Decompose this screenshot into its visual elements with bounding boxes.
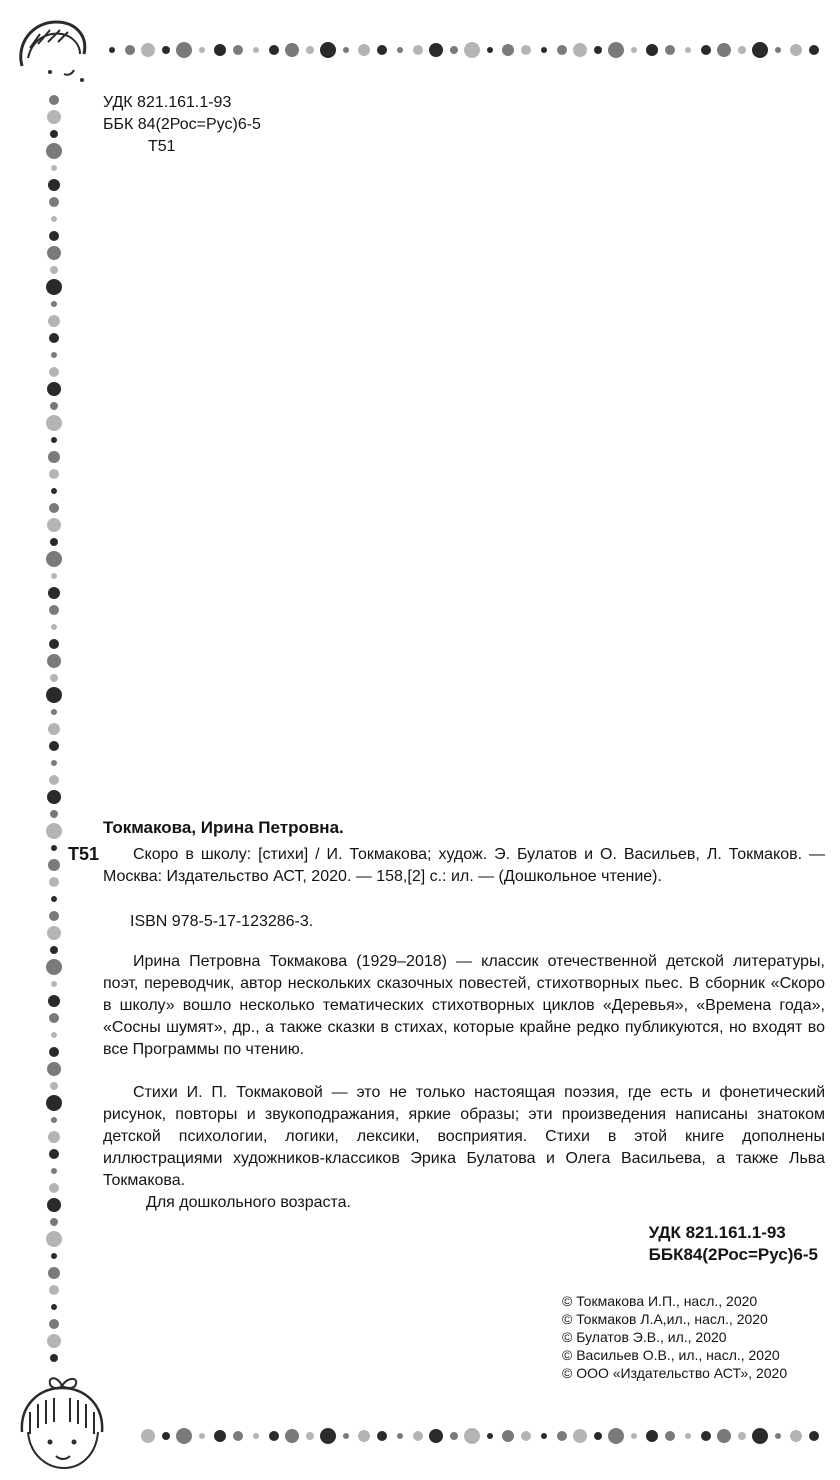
decorative-dot bbox=[109, 47, 115, 53]
decorative-dot bbox=[46, 687, 62, 703]
top-dot-row bbox=[109, 42, 819, 58]
decorative-dot bbox=[502, 1430, 514, 1442]
decorative-dot bbox=[46, 959, 62, 975]
copyright-line: © Булатов Э.В., ил., 2020 bbox=[562, 1329, 727, 1345]
decorative-dot bbox=[809, 1431, 819, 1441]
girl-face-icon bbox=[8, 1372, 118, 1472]
decorative-dot bbox=[47, 110, 61, 124]
decorative-dot bbox=[51, 352, 57, 358]
decorative-dot bbox=[557, 1431, 567, 1441]
decorative-dot bbox=[50, 266, 58, 274]
decorative-dot bbox=[49, 95, 59, 105]
bottom-dot-row bbox=[141, 1428, 819, 1444]
decorative-dot bbox=[50, 402, 58, 410]
decorative-dot bbox=[49, 367, 59, 377]
decorative-dot bbox=[51, 573, 57, 579]
decorative-dot bbox=[521, 1431, 531, 1441]
decorative-dot bbox=[502, 44, 514, 56]
bbk-code: ББК 84(2Рос=Рус)6-5 bbox=[103, 116, 261, 133]
decorative-dot bbox=[49, 197, 59, 207]
decorative-dot bbox=[487, 1433, 493, 1439]
decorative-dot bbox=[413, 1431, 423, 1441]
decorative-dot bbox=[51, 709, 57, 715]
decorative-dot bbox=[162, 1432, 170, 1440]
decorative-dot bbox=[48, 315, 60, 327]
decorative-dot bbox=[47, 926, 61, 940]
decorative-dot bbox=[50, 538, 58, 546]
decorative-dot bbox=[269, 45, 279, 55]
decorative-dot bbox=[429, 43, 443, 57]
decorative-dot bbox=[49, 469, 59, 479]
decorative-dot bbox=[47, 518, 61, 532]
decorative-dot bbox=[51, 1253, 57, 1259]
decorative-dot bbox=[253, 47, 259, 53]
age-rating: Для дошкольного возраста. bbox=[146, 1194, 351, 1211]
decorative-dot bbox=[608, 1428, 624, 1444]
decorative-dot bbox=[775, 1433, 781, 1439]
decorative-dot bbox=[809, 45, 819, 55]
decorative-dot bbox=[51, 1304, 57, 1310]
decorative-dot bbox=[50, 1218, 58, 1226]
decorative-dot bbox=[47, 654, 61, 668]
girl-face-icon bbox=[10, 14, 100, 94]
decorative-dot bbox=[48, 179, 60, 191]
decorative-dot bbox=[49, 639, 59, 649]
decorative-dot bbox=[49, 231, 59, 241]
decorative-dot bbox=[775, 47, 781, 53]
annotation-paragraph: Ирина Петровна Токмакова (1929–2018) — классик отечественной детской литературы, поэт, переводчик, автор нескольких сказочных повестей, стихотворных пьес. В сборник «Скоро в школу» вошло несколько тематических стихотворных циклов «Деревья», «Времена года», «Сосны шумят», др., а также сказки в стихах, которые крайне редко публикуются, но входят во все Программы по чтению. bbox=[103, 953, 825, 1058]
decorative-dot bbox=[464, 1428, 480, 1444]
decorative-dot bbox=[51, 896, 57, 902]
decorative-dot bbox=[665, 1431, 675, 1441]
decorative-dot bbox=[48, 995, 60, 1007]
decorative-dot bbox=[397, 47, 403, 53]
decorative-dot bbox=[46, 143, 62, 159]
decorative-dot bbox=[47, 790, 61, 804]
decorative-dot bbox=[46, 415, 62, 431]
biblio-text: Скоро в школу: [стихи] / И. Токмакова; худож. Э. Булатов и О. Васильев, Л. Токмаков. — Москва: Издательство АСТ, 2020. — 158,[2] с.: ил. — (Дошкольное чтение). bbox=[103, 846, 825, 885]
decorative-dot bbox=[47, 382, 61, 396]
decorative-dot bbox=[48, 1131, 60, 1143]
decorative-dot bbox=[306, 46, 314, 54]
decorative-dot bbox=[162, 46, 170, 54]
decorative-dot bbox=[141, 1429, 155, 1443]
decorative-dot bbox=[51, 165, 57, 171]
copyright-block bbox=[562, 1292, 787, 1382]
decorative-dot bbox=[49, 741, 59, 751]
decorative-dot bbox=[46, 1095, 62, 1111]
decorative-dot bbox=[49, 1149, 59, 1159]
decorative-dot bbox=[46, 551, 62, 567]
decorative-dot bbox=[176, 1428, 192, 1444]
decorative-dot bbox=[594, 46, 602, 54]
decorative-dot bbox=[51, 437, 57, 443]
copyright-line: © Токмаков Л.А,ил., насл., 2020 bbox=[562, 1311, 768, 1327]
decorative-dot bbox=[646, 1430, 658, 1442]
decorative-dot bbox=[51, 624, 57, 630]
decorative-dot bbox=[48, 859, 60, 871]
decorative-dot bbox=[285, 1429, 299, 1443]
decorative-dot bbox=[450, 1432, 458, 1440]
decorative-dot bbox=[377, 45, 387, 55]
decorative-dot bbox=[51, 845, 57, 851]
decorative-dot bbox=[51, 1168, 57, 1174]
decorative-dot bbox=[665, 45, 675, 55]
decorative-dot bbox=[413, 45, 423, 55]
decorative-dot bbox=[47, 1062, 61, 1076]
decorative-dot bbox=[701, 1431, 711, 1441]
decorative-dot bbox=[49, 503, 59, 513]
decorative-dot bbox=[450, 46, 458, 54]
decorative-dot bbox=[738, 1432, 746, 1440]
decorative-dot bbox=[199, 1433, 205, 1439]
decorative-dot bbox=[285, 43, 299, 57]
decorative-dot bbox=[51, 216, 57, 222]
decorative-dot bbox=[608, 42, 624, 58]
decorative-dot bbox=[631, 1433, 637, 1439]
decorative-dot bbox=[51, 1032, 57, 1038]
decorative-dot bbox=[752, 1428, 768, 1444]
copyright-line: © ООО «Издательство АСТ», 2020 bbox=[562, 1365, 788, 1381]
decorative-dot bbox=[541, 1433, 547, 1439]
decorative-dot bbox=[487, 47, 493, 53]
decorative-dot bbox=[49, 775, 59, 785]
decorative-dot bbox=[377, 1431, 387, 1441]
decorative-dot bbox=[521, 45, 531, 55]
copyright-line: © Токмакова И.П., насл., 2020 bbox=[562, 1293, 758, 1309]
decorative-dot bbox=[541, 47, 547, 53]
decorative-dot bbox=[738, 46, 746, 54]
classification-codes-bottom bbox=[649, 1222, 818, 1266]
decorative-dot bbox=[47, 1334, 61, 1348]
bbk-code: ББК84(2Рос=Рус)6-5 bbox=[648, 1245, 818, 1264]
decorative-dot bbox=[320, 1428, 336, 1444]
decorative-dot bbox=[199, 47, 205, 53]
udk-code: УДК 821.161.1-93 bbox=[103, 94, 232, 111]
left-dot-column bbox=[46, 95, 62, 1362]
decorative-dot bbox=[50, 674, 58, 682]
decorative-dot bbox=[594, 1432, 602, 1440]
decorative-dot bbox=[49, 877, 59, 887]
decorative-dot bbox=[51, 301, 57, 307]
decorative-dot bbox=[48, 451, 60, 463]
decorative-dot bbox=[48, 723, 60, 735]
decorative-dot bbox=[790, 1430, 802, 1442]
copyright-line: © Васильев О.В., ил., насл., 2020 bbox=[562, 1347, 780, 1363]
decorative-dot bbox=[49, 1183, 59, 1193]
decorative-dot bbox=[49, 333, 59, 343]
decorative-dot bbox=[573, 1429, 587, 1443]
decorative-dot bbox=[50, 130, 58, 138]
decorative-dot bbox=[233, 1431, 243, 1441]
isbn: ISBN 978-5-17-123286-3. bbox=[130, 913, 314, 930]
decorative-dot bbox=[49, 911, 59, 921]
decorative-dot bbox=[48, 587, 60, 599]
decorative-dot bbox=[50, 1082, 58, 1090]
decorative-dot bbox=[214, 44, 226, 56]
decorative-dot bbox=[49, 1013, 59, 1023]
decorative-dot bbox=[343, 1433, 349, 1439]
decorative-dot bbox=[49, 1319, 59, 1329]
decorative-dot bbox=[464, 42, 480, 58]
decorative-dot bbox=[176, 42, 192, 58]
decorative-dot bbox=[752, 42, 768, 58]
decorative-dot bbox=[51, 981, 57, 987]
decorative-dot bbox=[790, 44, 802, 56]
decorative-dot bbox=[49, 1047, 59, 1057]
decorative-dot bbox=[50, 810, 58, 818]
decorative-dot bbox=[46, 823, 62, 839]
decorative-dot bbox=[125, 45, 135, 55]
decorative-dot bbox=[685, 1433, 691, 1439]
decorative-dot bbox=[233, 45, 243, 55]
annotation-paragraph: Стихи И. П. Токмаковой — это не только настоящая поэзия, где есть и фонетический рисунок, повторы и звукоподражания, яркие образы; эти произведения написаны знатоком детской психологии, логики, лексики, восприятия. Стихи в этой книге дополнены иллюстрациями художников-классиков Эрика Булатова и Олега Васильева, а также Льва Токмакова. bbox=[103, 1084, 825, 1189]
decorative-dot bbox=[46, 1231, 62, 1247]
decorative-dot bbox=[717, 43, 731, 57]
decorative-dot bbox=[253, 1433, 259, 1439]
decorative-dot bbox=[46, 279, 62, 295]
decorative-dot bbox=[48, 1267, 60, 1279]
author-heading: Токмакова, Ирина Петровна. bbox=[103, 818, 344, 837]
decorative-dot bbox=[343, 47, 349, 53]
decorative-dot bbox=[429, 1429, 443, 1443]
decorative-dot bbox=[51, 760, 57, 766]
decorative-dot bbox=[214, 1430, 226, 1442]
udk-code: УДК 821.161.1-93 bbox=[648, 1223, 786, 1242]
decorative-dot bbox=[269, 1431, 279, 1441]
author-mark-side: Т51 bbox=[68, 844, 100, 864]
decorative-dot bbox=[306, 1432, 314, 1440]
decorative-dot bbox=[141, 43, 155, 57]
author-mark: Т51 bbox=[148, 138, 176, 155]
decorative-dot bbox=[51, 1117, 57, 1123]
decorative-dot bbox=[49, 1285, 59, 1295]
decorative-dot bbox=[573, 43, 587, 57]
decorative-dot bbox=[49, 605, 59, 615]
decorative-dot bbox=[397, 1433, 403, 1439]
decorative-dot bbox=[47, 246, 61, 260]
decorative-dot bbox=[557, 45, 567, 55]
decorative-dot bbox=[358, 1430, 370, 1442]
decorative-dot bbox=[717, 1429, 731, 1443]
decorative-dot bbox=[631, 47, 637, 53]
decorative-dot bbox=[47, 1198, 61, 1212]
decorative-dot bbox=[50, 1354, 58, 1362]
decorative-dot bbox=[320, 42, 336, 58]
decorative-dot bbox=[50, 946, 58, 954]
classification-codes-top bbox=[103, 92, 261, 158]
decorative-dot bbox=[685, 47, 691, 53]
decorative-dot bbox=[358, 44, 370, 56]
decorative-dot bbox=[51, 488, 57, 494]
decorative-dot bbox=[646, 44, 658, 56]
decorative-dot bbox=[701, 45, 711, 55]
bibliographic-description bbox=[103, 844, 825, 888]
